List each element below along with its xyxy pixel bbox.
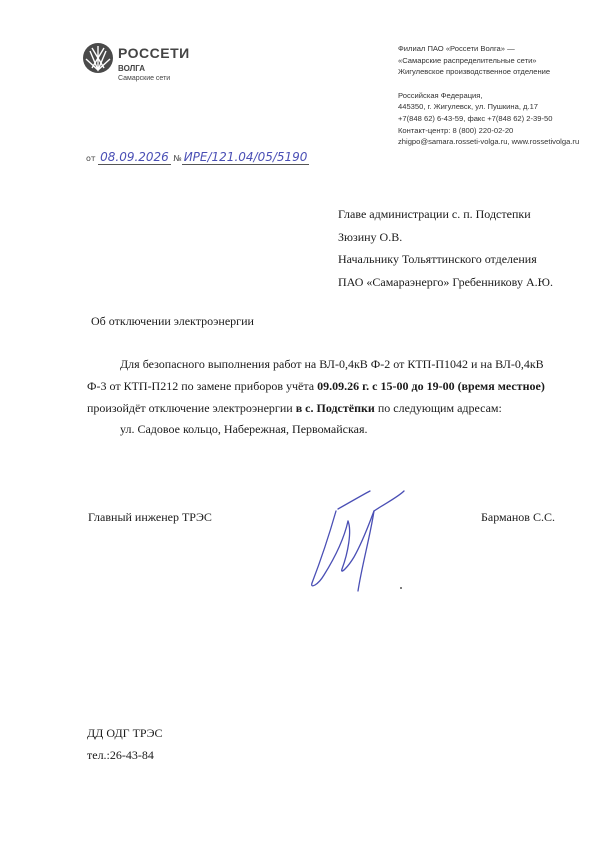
outage-time: 09.09.26 г. с 15-00 до 19-00 (время местное) (317, 378, 545, 393)
company-logo (82, 40, 190, 92)
sender-country: Российская Федерация, (398, 90, 483, 100)
sender-contact-center: Контакт-центр: 8 (800) 220-02-20 (398, 125, 514, 135)
outage-location: в с. Подстёпки (295, 400, 375, 415)
letter-subject: Об отключении электроэнергии (91, 314, 254, 328)
addressee-block (338, 203, 553, 293)
addressee-line: Начальнику Тольяттинского отделения (338, 252, 537, 266)
body-line: произойдёт отключение электроэнергии в с. Подстёпки по следующим адресам: (87, 400, 502, 415)
letter-body (87, 354, 557, 441)
logo-name: РОССЕТИ (118, 45, 190, 61)
sender-block (398, 43, 593, 148)
addressee-line: ПАО «Самараэнерго» Гребенникову А.Ю. (338, 274, 553, 289)
sender-line: Жигулевское производственное отделение (398, 67, 551, 77)
sender-line: «Самарские распределительные сети» (398, 55, 537, 65)
body-line: Для безопасного выполнения работ на ВЛ-0,4кВ Ф-2 от КТП-П1042 и на ВЛ-0,4кВ (120, 357, 544, 371)
logo-region: ВОЛГА (118, 64, 146, 73)
handwritten-signature (300, 487, 410, 602)
logo-mark-icon (82, 42, 114, 74)
outage-addresses: ул. Садовое кольцо, Набережная, Первомайская. (120, 422, 368, 437)
sender-address: 445350, г. Жигулевск, ул. Пушкина, д.17 (398, 102, 539, 112)
addressee-line: Зюзину О.В. (338, 229, 403, 244)
logo-subregion: Самарские сети (118, 75, 171, 82)
contact-phone: тел.:26-43-84 (87, 748, 154, 762)
registration-line (86, 150, 309, 165)
registration-date: 08.09.2026 (100, 150, 169, 164)
number-prefix: № (173, 154, 182, 163)
sender-line: Филиал ПАО «Россети Волга» — (398, 44, 515, 53)
date-prefix: от (86, 154, 96, 163)
contact-dept: ДД ОДГ ТРЭС (87, 726, 163, 740)
contact-block (87, 722, 163, 766)
body-line: Ф-3 от КТП-П212 по замене приборов учёта 09.09.26 г. с 15-00 до 19-00 (время местное) (87, 378, 545, 393)
addressee-line: Главе администрации с. п. Подстепки (338, 207, 531, 221)
signatory-position: Главный инженер ТРЭС (88, 510, 212, 524)
registration-number: ИРЕ/121.04/05/5190 (183, 150, 308, 164)
sender-phone: +7(848 62) 6-43-59, факс +7(848 62) 2-39-50 (398, 113, 553, 123)
signatory-name: Барманов С.С. (481, 510, 555, 524)
sender-email-web: zhigpo@samara.rosseti-volga.ru, www.rossetivolga.ru (398, 137, 580, 147)
